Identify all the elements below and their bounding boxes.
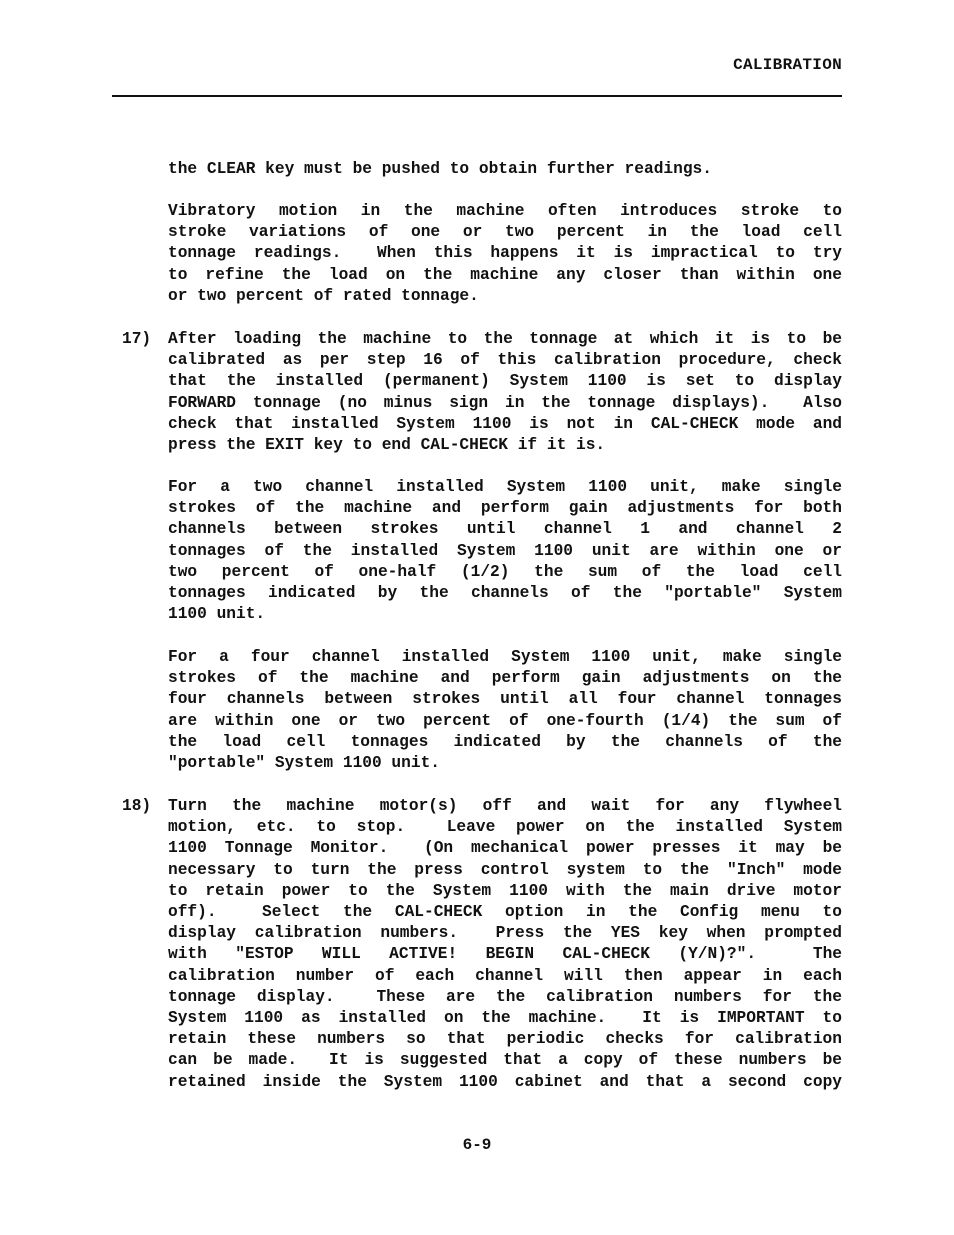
text-line: tonnages indicated by the channels of the "portable" System <box>168 584 842 603</box>
paragraph <box>168 159 842 180</box>
text-line: or two percent of rated tonnage. <box>168 286 479 305</box>
text-line: System 1100 as installed on the machine. It is IMPORTANT to <box>168 1009 842 1028</box>
paragraph <box>168 201 842 307</box>
text-line: tonnages of the installed System 1100 unit are within one or <box>168 541 842 560</box>
running-header: CALIBRATION <box>733 56 842 74</box>
text-line: motion, etc. to stop. Leave power on the installed System <box>168 818 842 837</box>
text-line: retain these numbers so that periodic checks for calibration <box>168 1030 842 1049</box>
text-line: can be made. It is suggested that a copy of these numbers be <box>168 1051 842 1070</box>
text-line: Turn the machine motor(s) off and wait for any flywheel <box>168 797 842 815</box>
text-line: press the EXIT key to end CAL-CHECK if it is. <box>168 436 606 455</box>
text-line: Vibratory motion in the machine often introduces stroke to <box>168 202 842 220</box>
text-line: display calibration numbers. Press the YES key when prompted <box>168 924 842 943</box>
text-line: the load cell tonnages indicated by the channels of the <box>168 732 842 751</box>
paragraph <box>168 796 842 1093</box>
text-line: calibration number of each channel will then appear in each <box>168 966 842 985</box>
step-number: 18) <box>122 797 152 815</box>
text-line: stroke variations of one or two percent in the load cell <box>168 223 842 242</box>
text-line: strokes of the machine and perform gain adjustments for both <box>168 499 842 518</box>
step-number: 17) <box>122 330 152 348</box>
text-line: two percent of one-half (1/2) the sum of the load cell <box>168 562 842 581</box>
text-line: 1100 unit. <box>168 605 266 624</box>
text-line: FORWARD tonnage (no minus sign in the tonnage displays). Also <box>168 393 842 412</box>
paragraph <box>168 329 842 456</box>
text-line: are within one or two percent of one-fourth (1/4) the sum of <box>168 711 842 730</box>
header-rule <box>112 95 842 97</box>
text-line: to retain power to the System 1100 with the main drive motor <box>168 881 842 900</box>
text-line: that the installed (permanent) System 1100 is set to display <box>168 372 842 391</box>
paragraph <box>168 477 842 625</box>
text-line: For a four channel installed System 1100 unit, make single <box>168 648 842 666</box>
text-line: off). Select the CAL-CHECK option in the Config menu to <box>168 903 842 922</box>
text-line: 1100 Tonnage Monitor. (On mechanical power presses it may be <box>168 839 842 858</box>
paragraph <box>168 647 842 774</box>
text-line: After loading the machine to the tonnage at which it is to be <box>168 330 842 348</box>
text-line: check that installed System 1100 is not in CAL-CHECK mode and <box>168 414 842 433</box>
text-line: necessary to turn the press control system to the "Inch" mode <box>168 860 842 879</box>
text-line: tonnage readings. When this happens it is impractical to try <box>168 244 842 263</box>
text-line: retained inside the System 1100 cabinet and that a second copy <box>168 1072 842 1091</box>
text-line: strokes of the machine and perform gain adjustments on the <box>168 669 842 688</box>
text-line: For a two channel installed System 1100 unit, make single <box>168 478 842 496</box>
text-line: the CLEAR key must be pushed to obtain further readings. <box>168 160 712 178</box>
text-line: four channels between strokes until all four channel tonnages <box>168 690 842 709</box>
page-number: 6-9 <box>462 1136 492 1154</box>
text-line: channels between strokes until channel 1 and channel 2 <box>168 520 842 539</box>
text-line: to refine the load on the machine any closer than within one <box>168 265 842 284</box>
text-line: tonnage display. These are the calibration numbers for the <box>168 987 842 1006</box>
text-line: "portable" System 1100 unit. <box>168 754 440 773</box>
text-line: calibrated as per step 16 of this calibration procedure, check <box>168 351 842 370</box>
text-line: with "ESTOP WILL ACTIVE! BEGIN CAL-CHECK (Y/N)?". The <box>168 945 842 964</box>
